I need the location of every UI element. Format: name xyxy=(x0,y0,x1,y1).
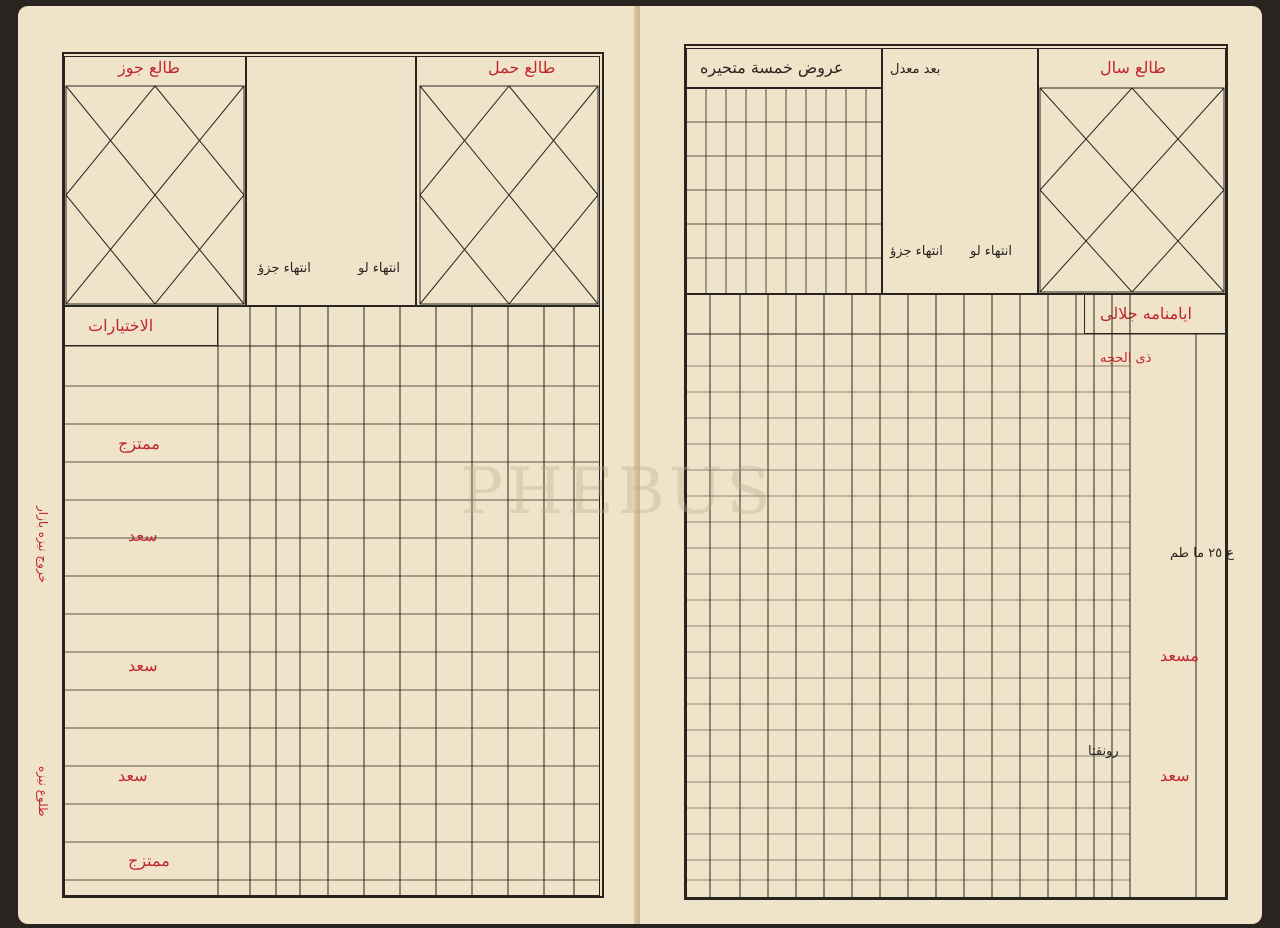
mid-note-2: انتهاء لو xyxy=(358,261,401,276)
left-table-title: الاختيارات xyxy=(88,316,154,335)
right-mid-note-1: انتهاء جزؤ xyxy=(890,244,943,259)
side-label-2: سعد xyxy=(128,526,158,545)
right-table-title: ايامنامه جلالى xyxy=(1100,304,1192,323)
top-title-3: طالع سال xyxy=(1100,58,1166,77)
horoscope-chart-left xyxy=(64,84,246,306)
right-side-label-1: ذى الحجه xyxy=(1100,351,1152,366)
side-label-3: سعد xyxy=(128,656,158,675)
left-table-grid xyxy=(64,306,600,896)
right-side-note-1: ع ٢٥ ما طم xyxy=(1170,546,1235,561)
right-table-grid xyxy=(686,294,1226,898)
right-mid-note-2: انتهاء لو xyxy=(970,244,1013,259)
watermark: PHEBUS xyxy=(460,455,775,529)
margin-note-2: طلوع نيزه xyxy=(36,766,50,817)
right-side-label-2: مسعد xyxy=(1160,646,1199,665)
horoscope-chart-right xyxy=(418,84,600,306)
right-side-label-3: سعد xyxy=(1160,766,1190,785)
top-title-1: عروض خمسة متحيره xyxy=(700,58,844,77)
mid-note-1: انتهاء جزؤ xyxy=(258,261,311,276)
right-side-note-2: رونقتا xyxy=(1088,744,1119,759)
side-label-5: ممتزج xyxy=(128,851,170,870)
top-left-box-title: طالع جوز xyxy=(118,58,180,77)
top-right-area xyxy=(1038,48,1226,294)
margin-note-1: خروج نيزه بازار xyxy=(36,506,50,583)
top-small-grid xyxy=(686,88,882,294)
side-label-4: سعد xyxy=(118,766,148,785)
top-title-2: بعد معدل xyxy=(890,62,941,77)
top-right-box-title: طالع حمل xyxy=(488,58,556,77)
side-label-1: ممتزج xyxy=(118,434,160,453)
